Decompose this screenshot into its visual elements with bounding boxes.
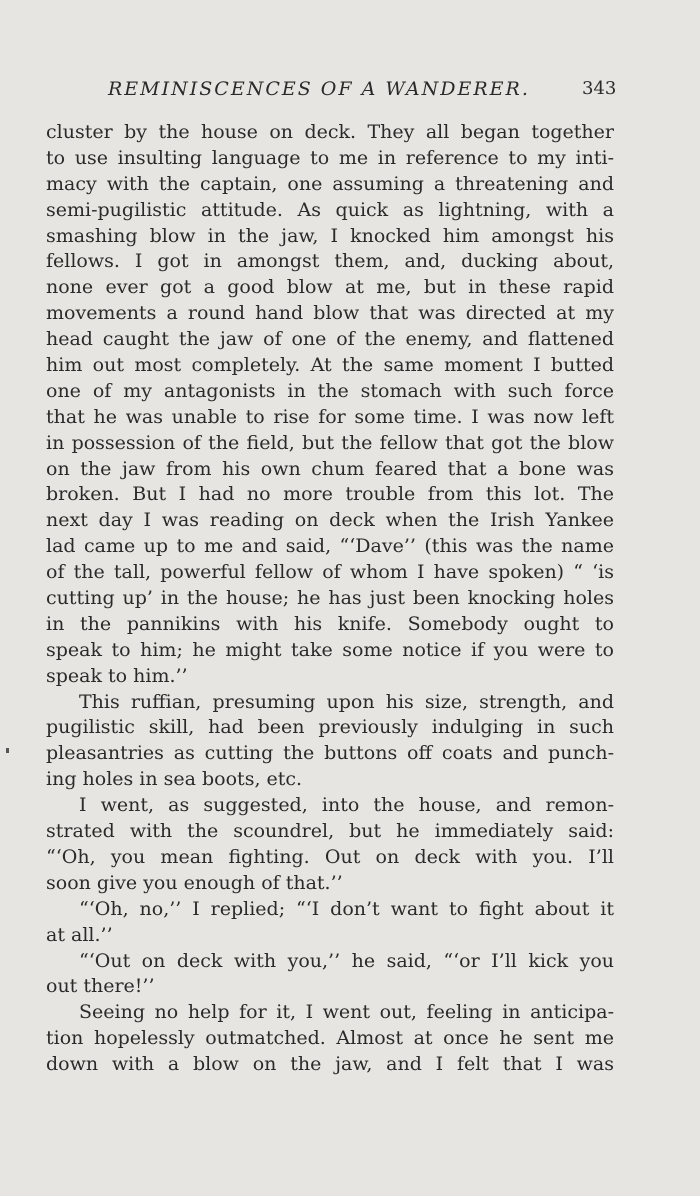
text-line: ing holes in sea boots, etc. bbox=[46, 768, 303, 791]
text-line: tion hopelessly outmatched. Almost at once he sent me bbox=[46, 1027, 614, 1050]
page-number: 343 bbox=[582, 78, 617, 99]
text-line: smashing blow in the jaw, I knocked him amongst his bbox=[46, 224, 614, 247]
text-line: lad came up to me and said, “‘Dave’’ (this was the name bbox=[46, 535, 614, 558]
text-line: at all.’’ bbox=[46, 923, 113, 946]
text-line: none ever got a good blow at me, but in these rapid bbox=[46, 276, 614, 299]
text-line: soon give you enough of that.’’ bbox=[46, 871, 343, 894]
margin-mark bbox=[6, 748, 9, 753]
text-line: speak to him; he might take some notice if you were to bbox=[46, 638, 614, 661]
running-header bbox=[0, 78, 700, 102]
text-line: next day I was reading on deck when the Irish Yankee bbox=[46, 509, 614, 532]
text-line: semi-pugilistic attitude. As quick as lightning, with a bbox=[46, 198, 614, 221]
text-line: broken. But I had no more trouble from this lot. The bbox=[46, 483, 614, 506]
text-line: cutting up’ in the house; he has just been knocking holes bbox=[46, 587, 614, 610]
text-line: him out most completely. At the same moment I butted bbox=[46, 354, 614, 377]
text-line: fellows. I got in amongst them, and, ducking about, bbox=[46, 250, 614, 273]
text-line: pugilistic skill, had been previously indulging in such bbox=[46, 716, 614, 739]
text-line: that he was unable to rise for some time. I was now left bbox=[46, 405, 614, 428]
text-line: out there!’’ bbox=[46, 975, 155, 998]
text-line: head caught the jaw of one of the enemy, and flattened bbox=[46, 328, 614, 351]
text-line: cluster by the house on deck. They all began together bbox=[46, 121, 614, 143]
text-line: of the tall, powerful fellow of whom I have spoken) “ ‘is bbox=[46, 561, 614, 584]
text-line: Seeing no help for it, I went out, feeling in anticipa- bbox=[79, 1001, 614, 1024]
text-line: one of my antagonists in the stomach with such force bbox=[46, 379, 614, 402]
text-line: in the pannikins with his knife. Somebody ought to bbox=[46, 612, 614, 635]
text-line: on the jaw from his own chum feared that a bone was bbox=[46, 457, 614, 480]
text-line: pleasantries as cutting the buttons off coats and punch- bbox=[46, 742, 614, 765]
text-line: strated with the scoundrel, but he immediately said: bbox=[46, 820, 614, 843]
text-line: This ruffian, presuming upon his size, strength, and bbox=[79, 690, 614, 713]
text-line: macy with the captain, one assuming a threatening and bbox=[46, 172, 614, 195]
text-line: “‘Oh, no,’’ I replied; “‘I don’t want to fight about it bbox=[79, 897, 614, 920]
text-line: speak to him.’’ bbox=[46, 664, 188, 687]
running-title: REMINISCENCES OF A WANDERER. bbox=[108, 78, 530, 100]
text-line: “‘Oh, you mean fighting. Out on deck with you. I’ll bbox=[46, 845, 614, 868]
text-line: down with a blow on the jaw, and I felt that I was bbox=[46, 1053, 614, 1076]
text-line: I went, as suggested, into the house, and remon- bbox=[79, 794, 614, 817]
body-text bbox=[46, 120, 614, 1078]
text-line: to use insulting language to me in reference to my inti- bbox=[46, 146, 614, 169]
text-line: movements a round hand blow that was directed at my bbox=[46, 302, 614, 325]
text-line: “‘Out on deck with you,’’ he said, “‘or I’ll kick you bbox=[79, 949, 614, 972]
text-line: in possession of the field, but the fellow that got the blow bbox=[46, 431, 614, 454]
